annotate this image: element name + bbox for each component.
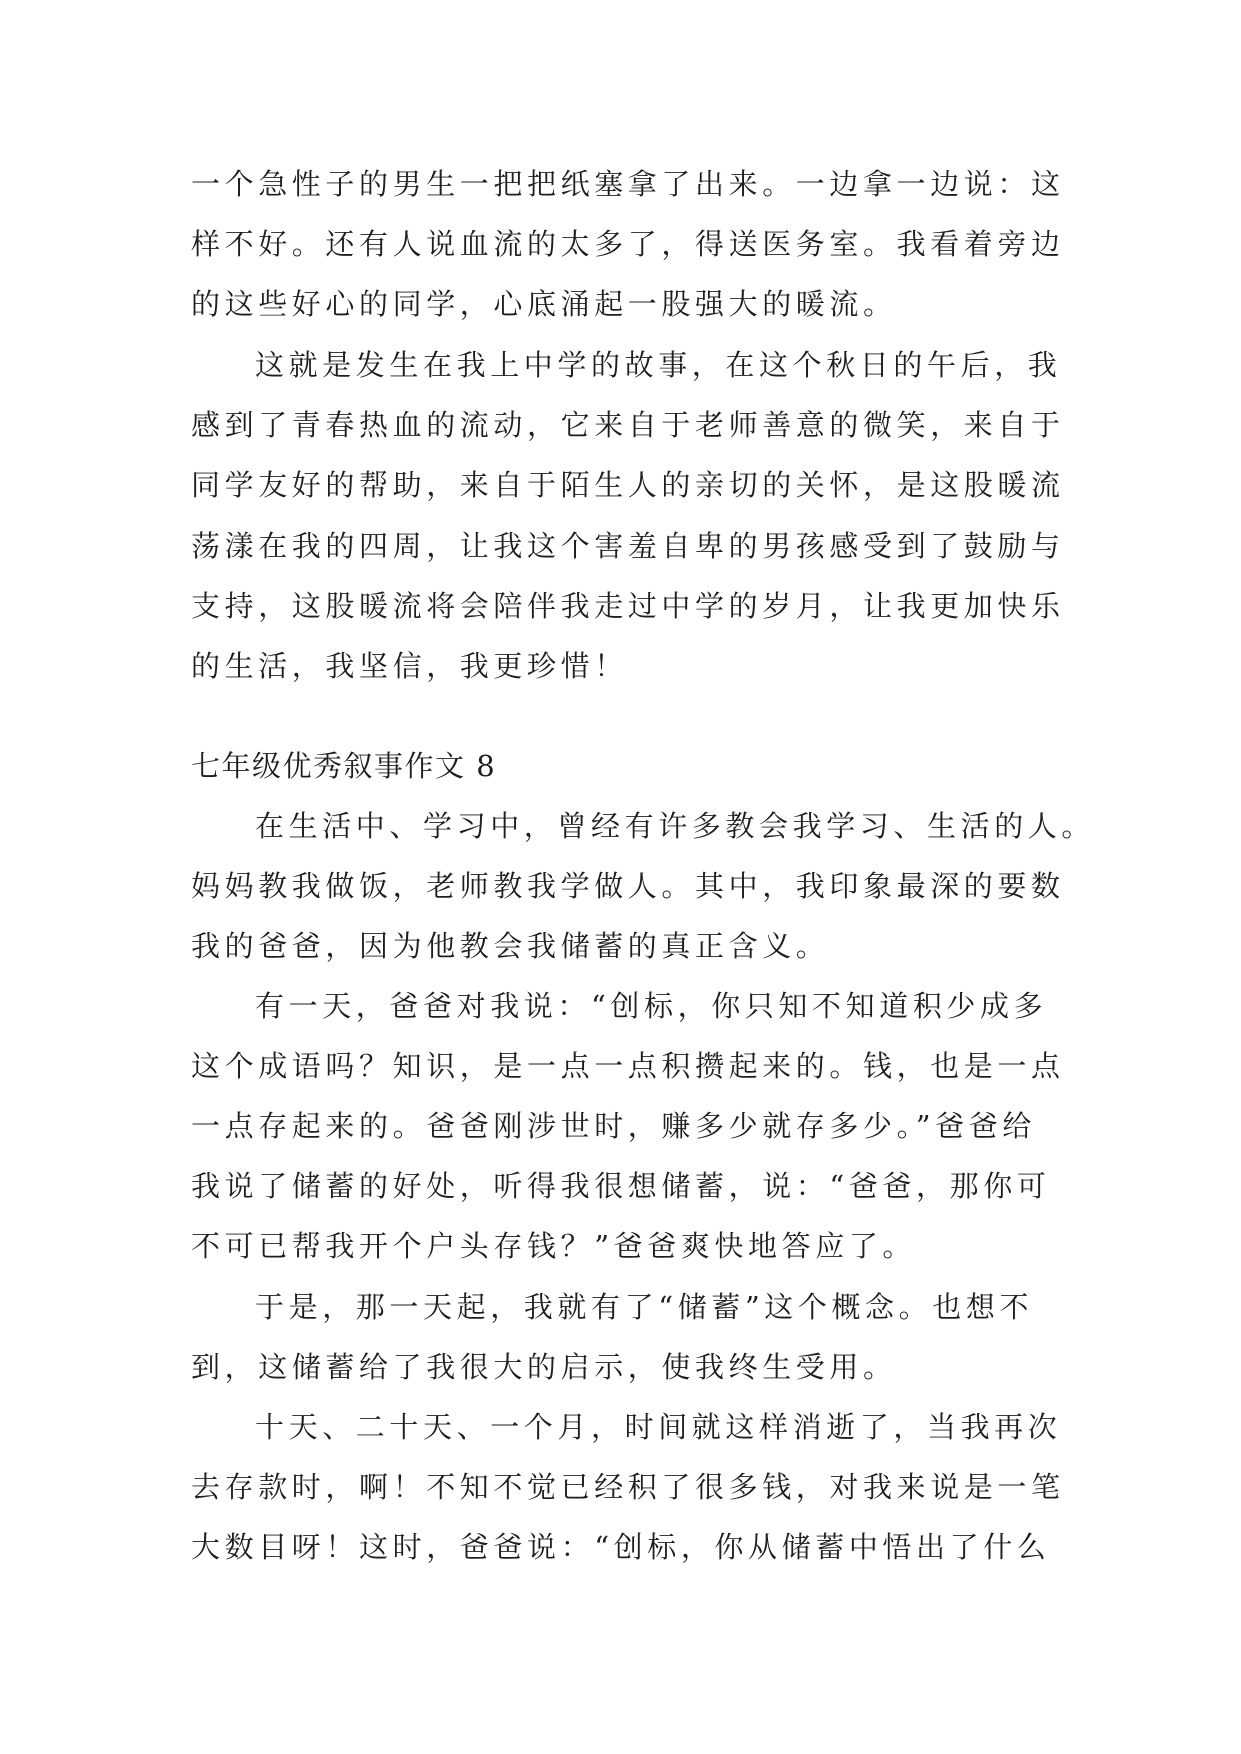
paragraph-3-line: 妈妈教我做饭，老师教我学做人。其中，我印象最深的要数 xyxy=(191,869,1065,903)
paragraph-3-line: 我的爸爸，因为他教会我储蓄的真正含义。 xyxy=(191,929,830,963)
section-heading: 七年级优秀叙事作文 8 xyxy=(191,749,497,783)
paragraph-4-line: 有一天，爸爸对我说：“创标，你只知不知道积少成多 xyxy=(255,989,1048,1023)
paragraph-4-line: 不可已帮我开个户头存钱？”爸爸爽快地答应了。 xyxy=(191,1229,917,1263)
paragraph-1-line: 的这些好心的同学，心底涌起一股强大的暖流。 xyxy=(191,287,897,321)
paragraph-2-line: 的生活，我坚信，我更珍惜！ xyxy=(191,649,628,683)
body-text xyxy=(191,0,1096,1754)
paragraph-5-line: 于是，那一天起，我就有了“储蓄”这个概念。也想不 xyxy=(255,1290,1034,1324)
paragraph-2-line: 这就是发生在我上中学的故事，在这个秋日的午后，我 xyxy=(255,348,1062,382)
paragraph-4-line: 一点存起来的。爸爸刚涉世时，赚多少就存多少。”爸爸给 xyxy=(191,1109,1036,1143)
paragraph-2-line: 荡漾在我的四周，让我这个害羞自卑的男孩感受到了鼓励与 xyxy=(191,529,1065,563)
paragraph-2-line: 感到了青春热血的流动，它来自于老师善意的微笑，来自于 xyxy=(191,408,1065,442)
paragraph-3-line: 在生活中、学习中，曾经有许多教会我学习、生活的人。 xyxy=(255,809,1096,843)
paragraph-1-line: 一个急性子的男生一把把纸塞拿了出来。一边拿一边说：这 xyxy=(191,167,1065,201)
paragraph-6-line: 十天、二十天、一个月，时间就这样消逝了，当我再次 xyxy=(255,1410,1062,1444)
paragraph-4-line: 我说了储蓄的好处，听得我很想储蓄，说：“爸爸，那你可 xyxy=(191,1169,1051,1203)
paragraph-2-line: 支持，这股暖流将会陪伴我走过中学的岁月，让我更加快乐 xyxy=(191,589,1065,623)
paragraph-5-line: 到，这储蓄给了我很大的启示，使我终生受用。 xyxy=(191,1350,897,1384)
paragraph-2-line: 同学友好的帮助，来自于陌生人的亲切的关怀，是这股暖流 xyxy=(191,468,1065,502)
paragraph-6-line: 大数目呀！这时，爸爸说：“创标，你从储蓄中悟出了什么 xyxy=(191,1530,1051,1564)
paragraph-4-line: 这个成语吗？知识，是一点一点积攒起来的。钱，也是一点 xyxy=(191,1049,1065,1083)
paragraph-1-line: 样不好。还有人说血流的太多了，得送医务室。我看着旁边 xyxy=(191,227,1065,261)
paragraph-6-line: 去存款时，啊！不知不觉已经积了很多钱，对我来说是一笔 xyxy=(191,1470,1065,1504)
